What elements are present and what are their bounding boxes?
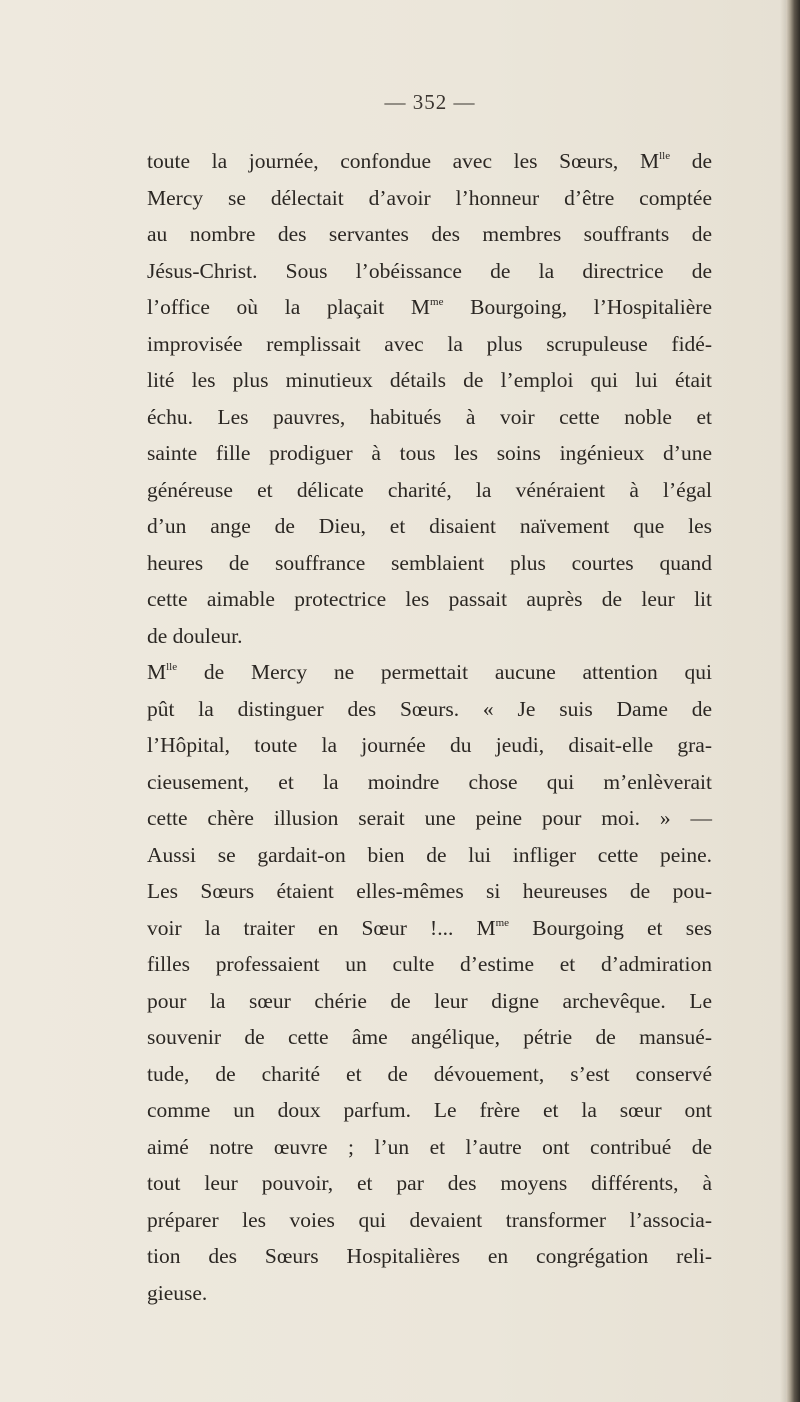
text-line: pût la distinguer des Sœurs. « Je suis Dame de [147,696,712,721]
page-number: — 352 — [384,90,476,114]
text-line: comme un doux parfum. Le frère et la sœur ont [147,1098,712,1122]
text-line: Mercy se délectait d’avoir l’honneur d’être comptée [147,185,712,210]
text-line: tion des Sœurs Hospitalières en congrégation reli- [147,1244,712,1268]
text-line: tout leur pouvoir, et par des moyens différents, à [147,1171,712,1195]
text-line: généreuse et délicate charité, la vénéraient à l’égal [147,477,712,502]
text-line: d’un ange de Dieu, et disaient naïvement que les [147,514,712,538]
text-line: $M^{lle}$ de Mercy ne permettait aucune attention qui [147,660,712,684]
text-line: sainte fille prodiguer à tous les soins ingénieux d’une [147,441,712,465]
text-line: filles professaient un culte d’estime et d’admiration [147,952,712,976]
text-line: aimé notre œuvre ; l’un et l’autre ont contribué de [147,1134,712,1159]
text-line: improvisée remplissait avec la plus scrupuleuse fidé- [147,331,712,356]
text-line: lité les plus minutieux détails de l’emploi qui lui était [147,368,712,392]
text-line: cieusement, et la moindre chose qui m’enlèverait [147,769,712,794]
text-line: cette chère illusion serait une peine pour moi. » — [147,806,712,830]
text-line: échu. Les pauvres, habitués à voir cette noble et [147,404,712,429]
text-line: heures de souffrance semblaient plus courtes quand [147,550,712,575]
text-line: préparer les voies qui devaient transformer l’associa- [147,1207,712,1232]
text-line: l’Hôpital, toute la journée du jeudi, disait-elle gra- [147,733,712,757]
text-line: pour la sœur chérie de leur digne archevêque. Le [147,988,712,1013]
text-line: cette aimable protectrice les passait auprès de leur lit [147,587,712,611]
text-line: Jésus-Christ. Sous l’obéissance de la directrice de [147,258,712,283]
text-line: Les Sœurs étaient elles-mêmes si heureuses de pou- [147,879,712,903]
text-line: au nombre des servantes des membres souffrants de [147,222,712,246]
book-spine-edge [786,0,800,1402]
text-line: souvenir de cette âme angélique, pétrie de mansué- [147,1025,712,1049]
text-line: toute la journée, confondue avec les Sœurs, $M^{lle}$ de [147,149,713,173]
text-line: Aussi se gardait-on bien de lui infliger cette peine. [147,842,712,867]
text-line: l’office où la plaçait $M^{me}$ Bourgoing, l’Hospitalière [147,295,712,319]
text-line: de douleur. [147,623,243,648]
text-line: tude, de charité et de dévouement, s’est conservé [147,1061,712,1086]
body-text [147,143,712,1311]
text-line: gieuse. [147,1280,208,1305]
text-line: voir la traiter en Sœur !... $M^{me}$ Bourgoing et ses [147,915,712,940]
